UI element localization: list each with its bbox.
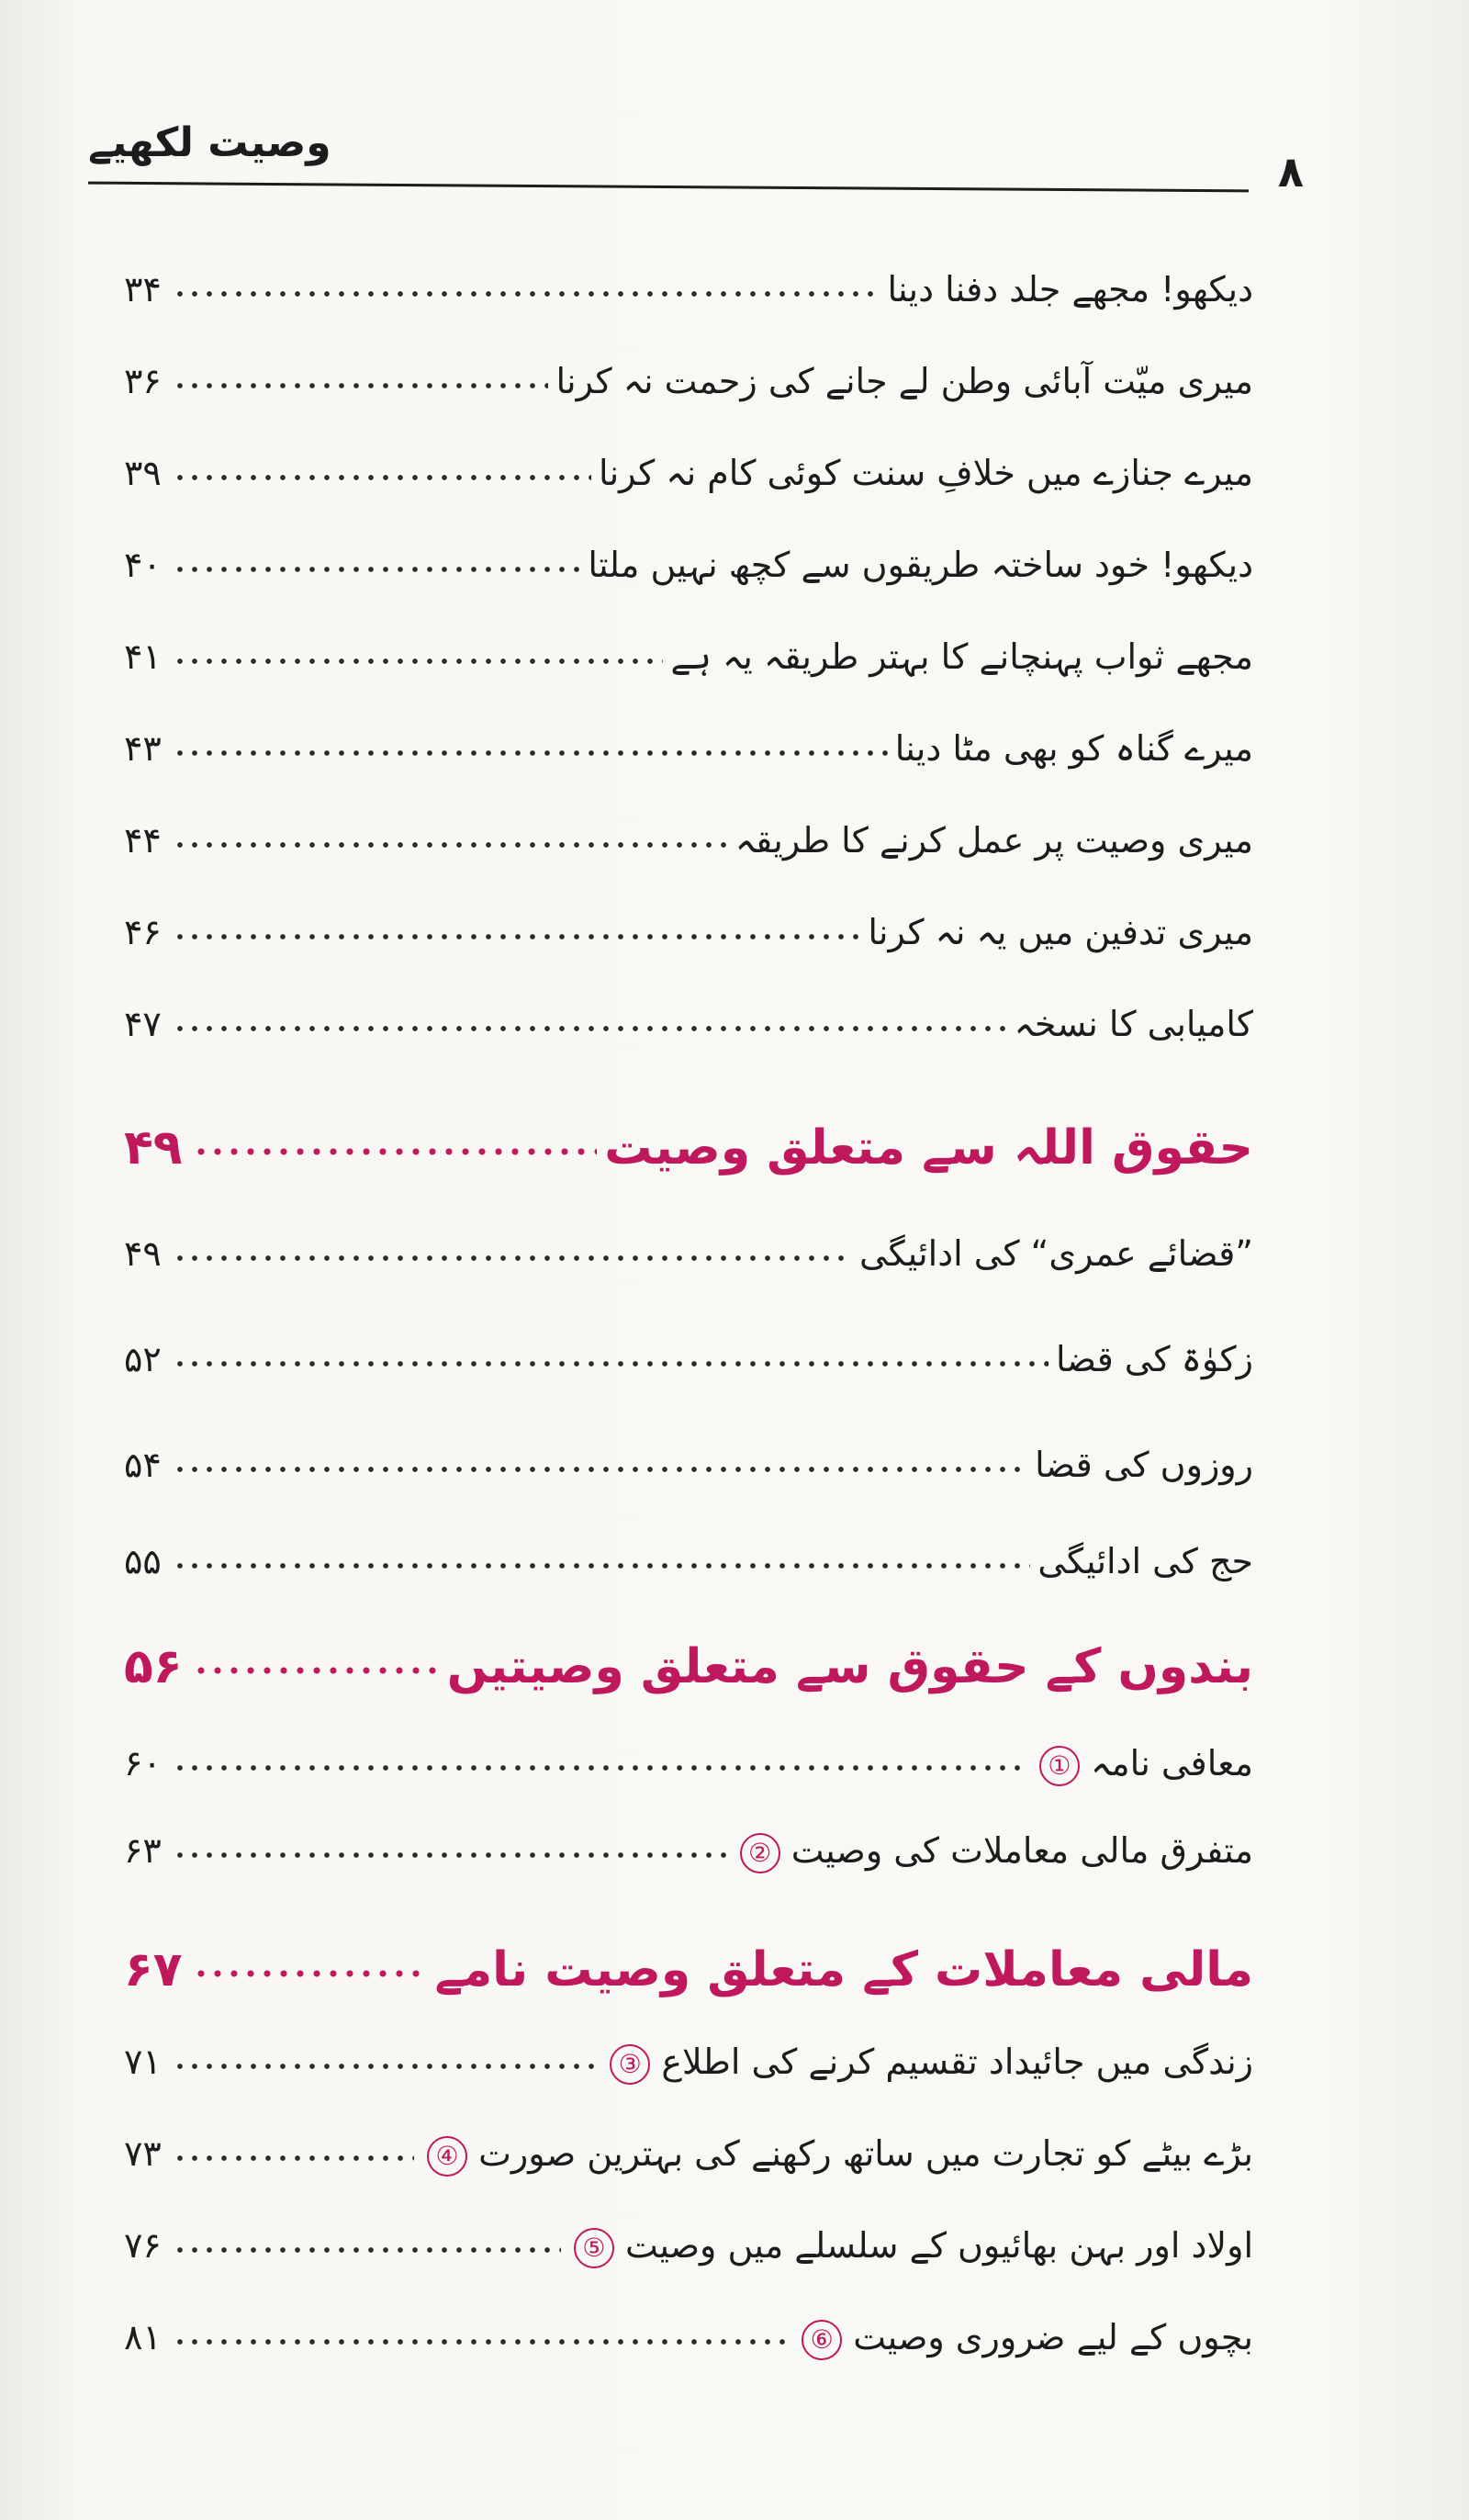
toc-page-number: ۵۲	[124, 1339, 162, 1379]
toc-entry-title: روزوں کی قضا	[1035, 1445, 1253, 1485]
toc-entry-title	[421, 2126, 1253, 2181]
toc-entry	[124, 804, 1253, 868]
leader-dots	[173, 1761, 1026, 1774]
toc-page-number: ۴۰	[124, 545, 162, 585]
section-title: مالی معاملات کے متعلق وصیت نامے	[434, 1942, 1253, 1997]
toc-entry-title: میرے گناہ کو بھی مٹا دینا	[894, 728, 1253, 769]
toc-page-number: ۷۶	[124, 2225, 162, 2266]
toc-entry-title	[604, 2034, 1253, 2089]
toc-section-heading	[124, 1924, 1253, 1997]
toc-page-number: ۷۱	[124, 2042, 162, 2082]
toc-page-number: ۵۴	[124, 1445, 162, 1485]
toc-section-heading	[124, 1621, 1253, 1694]
toc-entry	[124, 528, 1253, 592]
circled-number-marker: ⑤	[574, 2228, 614, 2268]
section-title: بندوں کے حقوق سے متعلق وصیتیں	[446, 1639, 1253, 1694]
section-title: حقوق اللہ سے متعلق وصیت	[604, 1120, 1253, 1176]
leader-dots	[173, 2335, 789, 2348]
circled-number-marker: ⑥	[802, 2320, 842, 2360]
toc-entry-title: میری وصیت پر عمل کرنے کا طریقہ	[734, 820, 1253, 861]
toc-page-number: ۵۵	[124, 1541, 162, 1581]
toc-entry	[124, 1524, 1253, 1589]
leader-dots	[193, 1663, 439, 1678]
section-page-number: ۴۹	[124, 1120, 183, 1176]
entry-text: بچوں کے لیے ضروری وصیت	[853, 2317, 1253, 2357]
toc-page-number: ۶۰	[124, 1743, 162, 1783]
leader-dots	[173, 1022, 1007, 1035]
toc-entry-title: زکوٰۃ کی قضا	[1056, 1339, 1253, 1379]
toc-section-heading	[124, 1102, 1253, 1176]
toc-entry	[124, 712, 1253, 776]
toc-page-number: ۴۱	[124, 636, 162, 677]
toc-entry	[124, 1217, 1253, 1281]
circled-number-marker: ①	[1039, 1746, 1080, 1786]
page-number: ۸	[1277, 147, 1304, 197]
leader-dots	[173, 287, 880, 300]
toc-page-number: ۶۳	[124, 1830, 162, 1871]
toc-page-number: ۳۴	[124, 269, 162, 309]
entry-text: اولاد اور بہن بھائیوں کے سلسلے میں وصیت	[625, 2225, 1253, 2266]
toc-entry	[124, 253, 1253, 317]
toc-entry-title: دیکھو! خود ساختہ طریقوں سے کچھ نہیں ملتا	[588, 545, 1253, 585]
toc-page-number: ۴۹	[124, 1233, 162, 1274]
leader-dots	[193, 1966, 427, 1981]
leader-dots	[173, 2060, 597, 2073]
toc-page-number: ۴۶	[124, 912, 162, 952]
toc-entry-title: ”قضائے عمری“ کی ادائیگی	[858, 1233, 1253, 1274]
toc-entry	[124, 1727, 1253, 1791]
running-title: وصیت لکھیے	[88, 119, 331, 166]
section-page-number: ۵۶	[124, 1639, 183, 1694]
leader-dots	[173, 471, 591, 484]
toc-page-number: ۳۹	[124, 453, 162, 493]
toc-page-number: ۳۶	[124, 361, 162, 401]
page-header	[88, 119, 1304, 202]
leader-dots	[173, 1252, 852, 1265]
toc-entry	[124, 2117, 1253, 2181]
toc-entry	[124, 344, 1253, 409]
leader-dots	[173, 1463, 1027, 1476]
toc-entry	[124, 2209, 1253, 2273]
leader-dots	[193, 1144, 597, 1159]
toc-entry	[124, 620, 1253, 684]
toc-entry-title	[734, 1823, 1253, 1878]
toc-entry	[124, 2025, 1253, 2089]
toc-entry-title: کامیابی کا نسخہ	[1014, 1004, 1253, 1044]
entry-text: زندگی میں جائیداد تقسیم کرنے کی اطلاع	[661, 2042, 1253, 2082]
leader-dots	[173, 563, 581, 576]
leader-dots	[173, 655, 664, 668]
toc-entry	[124, 2301, 1253, 2365]
entry-text: معافی نامہ	[1091, 1743, 1253, 1783]
toc-page-number: ۷۳	[124, 2133, 162, 2174]
toc-entry-title: میری تدفین میں یہ نہ کرنا	[868, 912, 1253, 952]
toc-page-number: ۴۳	[124, 728, 162, 769]
toc-entry	[124, 895, 1253, 960]
leader-dots	[173, 2244, 561, 2256]
leader-dots	[173, 838, 728, 851]
toc-entry	[124, 1814, 1253, 1878]
circled-number-marker: ④	[427, 2136, 467, 2177]
toc-entry-title	[568, 2218, 1253, 2273]
toc-entry-title	[1034, 1736, 1253, 1791]
toc-entry-title	[796, 2310, 1253, 2365]
leader-dots	[173, 1559, 1030, 1572]
toc-entry	[124, 987, 1253, 1052]
toc-page-number: ۴۷	[124, 1004, 162, 1044]
toc-entry	[124, 1322, 1253, 1387]
leader-dots	[173, 930, 861, 943]
circled-number-marker: ③	[610, 2044, 650, 2085]
toc-entry-title: میری میّت آبائی وطن لے جانے کی زحمت نہ کرنا	[555, 361, 1253, 401]
toc-entry-title: مجھے ثواب پہنچانے کا بہتر طریقہ یہ ہے	[670, 636, 1253, 677]
leader-dots	[173, 379, 549, 392]
toc-entry	[124, 1428, 1253, 1492]
toc-entry-title: میرے جنازے میں خلافِ سنت کوئی کام نہ کرنا	[599, 453, 1253, 493]
circled-number-marker: ②	[740, 1833, 780, 1873]
leader-dots	[173, 747, 888, 759]
header-rule	[88, 182, 1249, 193]
toc-entry-title: دیکھو! مجھے جلد دفنا دینا	[887, 269, 1253, 309]
toc-entry-title: حج کی ادائیگی	[1037, 1541, 1253, 1581]
entry-text: بڑے بیٹے کو تجارت میں ساتھ رکھنے کی بہترین صورت	[478, 2133, 1253, 2174]
leader-dots	[173, 2152, 414, 2165]
leader-dots	[173, 1849, 727, 1862]
section-page-number: ۶۷	[124, 1942, 183, 1997]
entry-text: متفرق مالی معاملات کی وصیت	[791, 1830, 1253, 1871]
leader-dots	[173, 1357, 1048, 1370]
toc-page-number: ۸۱	[124, 2317, 162, 2357]
toc-entry	[124, 436, 1253, 501]
toc-page-number: ۴۴	[124, 820, 162, 861]
